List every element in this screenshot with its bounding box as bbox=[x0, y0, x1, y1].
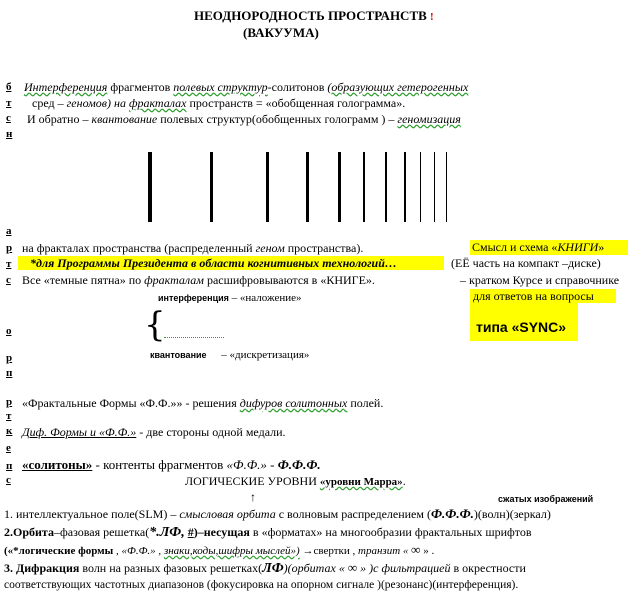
item-2: 2.Орбита–фазовая решетка(*.ЛФ, #)–несущая в «форматах» на многообразии фрактальных шрифтов bbox=[4, 525, 532, 540]
margin-letter: с bbox=[6, 112, 11, 124]
item-3: 3. Дифракция волн на разных фазовых решетках(ЛФ)(орбитах « ∞ » )с фильтрацией в окрестности bbox=[4, 560, 526, 576]
fractal-bar bbox=[363, 152, 365, 222]
margin-letter: т bbox=[6, 410, 12, 422]
dark-spots-line: Все «темные пятна» по фракталам расшифровываются в «КНИГЕ». bbox=[22, 273, 375, 287]
margin-letter: б bbox=[6, 81, 12, 93]
margin-letter: с bbox=[6, 474, 11, 486]
book-cd-note: (ЕЁ часть на компакт –диске) bbox=[451, 256, 601, 270]
item-3-cont: соответствующих частотных диапазонов (фокусировка на опорном сигнале )(резонанс)(интерференция). bbox=[4, 579, 519, 591]
intro-line-2: сред – геномов) на фракталах пространств = «обобщенная голограмма». bbox=[32, 96, 406, 110]
president-program-line: *для Программы Президента в области когнитивных технологий… bbox=[18, 256, 444, 270]
solitons-line: «солитоны» - контенты фрагментов «Ф.Ф.» - Ф.Ф.Ф. bbox=[22, 457, 321, 472]
fractal-bar bbox=[338, 152, 341, 222]
intro-line-3: И обратно – квантование полевых структур(обобщенных голограмм ) – геномизация bbox=[27, 112, 461, 126]
fractal-bar bbox=[404, 152, 406, 222]
fractal-bar bbox=[306, 152, 309, 222]
margin-letter: т bbox=[6, 258, 12, 270]
page-title: НЕОДНОРОДНОСТЬ ПРОСТРАНСТВ ! bbox=[194, 8, 434, 23]
item-2-cont: («*логическиe формы , «Ф.Ф.» , знаки,коды,шифры мыслей») →свертки , транзит « ∞ » . bbox=[4, 542, 435, 557]
margin-letter: к bbox=[6, 425, 13, 437]
brace-divider bbox=[164, 337, 224, 338]
quantization-label: квантование – «дискретизация» bbox=[150, 349, 310, 361]
sync-type-label: типа «SYNC» bbox=[470, 303, 578, 341]
book-answers-note: для ответов на вопросы bbox=[470, 289, 616, 303]
logical-levels-heading: ЛОГИЧЕСКИЕ УРОВНИ «уровни Марра». bbox=[185, 474, 406, 488]
book-scheme-box: Смысл и схема «КНИГИ» bbox=[470, 240, 628, 255]
fractal-bar bbox=[210, 152, 213, 222]
margin-letter: р bbox=[6, 242, 13, 254]
infinity-icon: ∞ bbox=[411, 542, 421, 557]
fractal-bar bbox=[434, 152, 435, 222]
compressed-images-label: сжатых изображений bbox=[498, 494, 594, 504]
fractal-bar bbox=[446, 152, 447, 222]
margin-letter: п bbox=[6, 367, 13, 379]
fractal-forms-line: «Фрактальные Формы «Ф.Ф.»» - решения дифуров солитонных полей. bbox=[22, 396, 384, 410]
fractal-bar bbox=[148, 152, 152, 222]
fractal-bars-figure bbox=[0, 152, 638, 222]
diff-forms-line: Диф. Формы и «Ф.Ф.» - две стороны одной медали. bbox=[22, 425, 286, 439]
margin-letter: е bbox=[6, 442, 11, 454]
margin-letter: а bbox=[6, 225, 12, 237]
margin-letter: н bbox=[6, 128, 13, 140]
book-course-note: – кратком Курсе и справочнике bbox=[460, 273, 620, 287]
up-arrow-icon: ↑ bbox=[250, 490, 256, 504]
intro-line-1: Интерференция фрагментов полевых структур-солитонов (образующих гетерогенных bbox=[24, 80, 469, 94]
infinity-icon: ∞ bbox=[347, 560, 358, 575]
margin-letter: с bbox=[6, 274, 11, 286]
page-subtitle: (ВАКУУМА) bbox=[243, 25, 319, 40]
fractal-bar bbox=[266, 152, 269, 222]
margin-letter: т bbox=[6, 97, 12, 109]
margin-letter: п bbox=[6, 460, 13, 472]
margin-letter: р bbox=[6, 352, 13, 364]
interference-label: интерференция – «наложение» bbox=[158, 292, 302, 304]
margin-letter: о bbox=[6, 325, 12, 337]
item-1: 1. интеллектуальное поле(SLM) – смысловая орбита с волновым распределением (Ф.Ф.Ф.)(волн)(зеркал) bbox=[4, 506, 551, 521]
fractal-bar bbox=[420, 152, 421, 222]
brace-icon: { bbox=[144, 305, 166, 345]
fractal-bar bbox=[385, 152, 387, 222]
fractal-line: на фракталах пространства (распределенный геном пространства). bbox=[22, 241, 364, 255]
margin-letter: р bbox=[6, 396, 13, 408]
